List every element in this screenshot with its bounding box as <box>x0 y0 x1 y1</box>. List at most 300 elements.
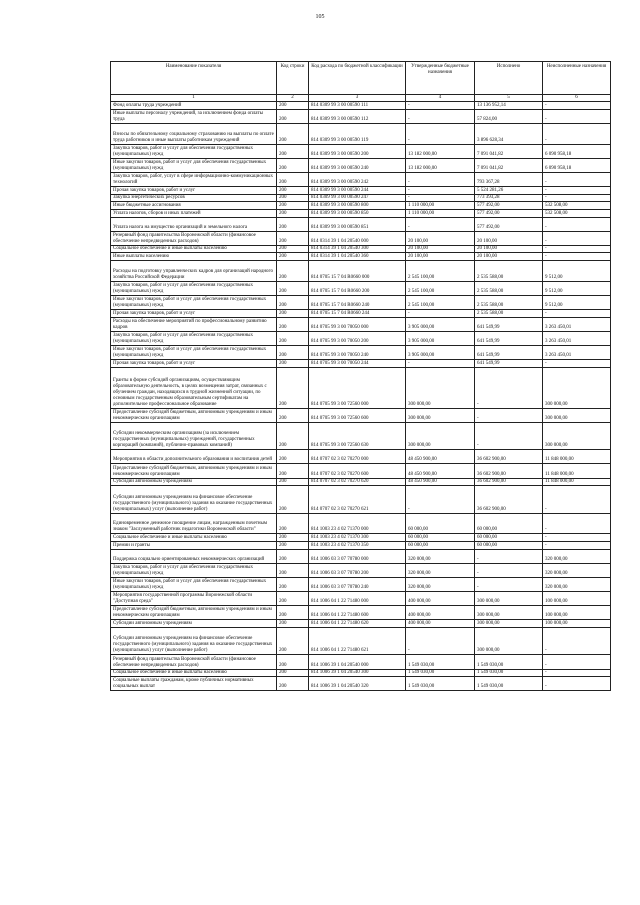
row-unexecuted: - <box>543 541 611 549</box>
table-row <box>111 486 611 513</box>
row-unexecuted: 11 848 000,00 <box>543 478 611 486</box>
row-code: 200 <box>277 102 309 110</box>
row-unexecuted: - <box>543 245 611 253</box>
row-unexecuted: 532 508,00 <box>543 209 611 217</box>
table-row <box>111 368 611 409</box>
row-unexecuted: 100 000,00 <box>543 592 611 606</box>
row-name: Единовременное денежное поощрение лицам, награжденным почетным знаком "Заслуженный работник педагогики Воронежской области" <box>111 513 277 534</box>
row-unexecuted: 300 000,00 <box>543 368 611 409</box>
row-unexecuted: - <box>543 109 611 123</box>
row-code: 200 <box>277 606 309 620</box>
row-approved: - <box>406 102 475 110</box>
row-approved: - <box>406 187 475 195</box>
header-executed: Исполнено <box>475 62 543 95</box>
row-kbk: 814 0314 39 1 04 20540 000 <box>309 231 406 245</box>
row-executed: 13 136 952,14 <box>475 102 543 110</box>
row-kbk: 814 0309 99 3 00 00590 850 <box>309 209 406 217</box>
row-approved: 2 545 100,00 <box>406 261 475 282</box>
row-kbk: 814 1006 39 1 04 20540 300 <box>309 669 406 677</box>
row-approved: - <box>406 172 475 186</box>
row-name: Прочая закупка товаров, работ и услуг <box>111 310 277 318</box>
table-row <box>111 158 611 172</box>
row-kbk: 814 1006 04 1 22 71480 620 <box>309 620 406 628</box>
row-code: 200 <box>277 478 309 486</box>
row-name: Резервный фонд правительства Воронежской области (финансовое обеспечение непредвиденных расходов) <box>111 655 277 669</box>
row-kbk: 814 0705 99 3 00 70050 000 <box>309 317 406 331</box>
row-kbk: 814 0707 02 3 02 70270 621 <box>309 486 406 513</box>
row-code: 200 <box>277 194 309 202</box>
row-executed: 2 535 588,00 <box>475 310 543 318</box>
column-number: 1 <box>111 95 277 102</box>
row-executed: - <box>475 549 543 563</box>
row-code: 200 <box>277 577 309 591</box>
row-executed: 36 602 900,00 <box>475 486 543 513</box>
row-kbk: 814 0309 99 3 00 00590 244 <box>309 187 406 195</box>
row-kbk: 814 1006 03 3 07 70780 240 <box>309 577 406 591</box>
row-name: Социальные выплаты гражданам, кроме публичных нормативных социальных выплат <box>111 677 277 691</box>
table-row <box>111 408 611 422</box>
row-code: 200 <box>277 513 309 534</box>
row-name: Иные закупки товаров, работ и услуг для обеспечения государственных (муниципальных) нужд <box>111 577 277 591</box>
row-approved: 320 000,00 <box>406 549 475 563</box>
row-name: Субсидии некоммерческим организациям (за исключением государственных (муниципальных) учреждений, государственных корпораций (компаний), публично-правовых компаний) <box>111 422 277 449</box>
row-approved: 1 110 000,00 <box>406 202 475 210</box>
row-name: Расходы на подготовку управленческих кадров для организаций народного хозяйства Российской Федерации <box>111 261 277 282</box>
row-name: Субсидии автономным учреждениям на финансовое обеспечение государственного (муниципального) задания на оказание государственных (муниципальных) услуг (выполнение работ) <box>111 486 277 513</box>
row-unexecuted: - <box>543 360 611 368</box>
row-kbk: 814 0707 02 3 02 70270 620 <box>309 478 406 486</box>
row-name: Закупка товаров, работ и услуг для обеспечения государственных (муниципальных) нужд <box>111 563 277 577</box>
row-unexecuted: - <box>543 217 611 231</box>
row-name: Закупка товаров, работ и услуг для обеспечения государственных (муниципальных) нужд <box>111 281 277 295</box>
row-kbk: 814 0309 99 3 00 00590 119 <box>309 123 406 144</box>
row-name: Иные закупки товаров, работ и услуг для обеспечения государственных (муниципальных) нужд <box>111 346 277 360</box>
row-kbk: 814 1006 39 1 04 20540 000 <box>309 655 406 669</box>
table-row <box>111 102 611 110</box>
table-header-row <box>111 62 611 95</box>
row-executed: - <box>475 368 543 409</box>
row-kbk: 814 0309 99 3 00 00590 242 <box>309 172 406 186</box>
row-executed: 300 000,00 <box>475 592 543 606</box>
row-executed: 1 549 030,00 <box>475 669 543 677</box>
row-name: Мероприятия государственной программы Воронежской области "Доступная среда" <box>111 592 277 606</box>
row-code: 200 <box>277 209 309 217</box>
table-body <box>111 102 611 691</box>
row-code: 200 <box>277 549 309 563</box>
row-kbk: 814 0705 99 3 00 70050 244 <box>309 360 406 368</box>
row-unexecuted: - <box>543 123 611 144</box>
row-kbk: 814 0705 99 3 00 72560 000 <box>309 368 406 409</box>
row-executed: 5 524 281,26 <box>475 187 543 195</box>
row-approved: 300 000,00 <box>406 368 475 409</box>
row-name: Уплата налогов, сборов и иных платежей <box>111 209 277 217</box>
row-kbk: 814 1006 03 3 07 70780 000 <box>309 549 406 563</box>
row-approved: 20 100,00 <box>406 245 475 253</box>
row-unexecuted: - <box>543 102 611 110</box>
row-name: Иные выплаты персоналу учреждений, за исключением фонда оплаты труда <box>111 109 277 123</box>
row-code: 200 <box>277 144 309 158</box>
row-kbk: 814 0705 15 7 04 R0660 240 <box>309 296 406 310</box>
row-unexecuted: 100 000,00 <box>543 606 611 620</box>
row-executed: 2 535 588,00 <box>475 281 543 295</box>
row-executed: 641 549,99 <box>475 317 543 331</box>
row-code: 200 <box>277 450 309 464</box>
table-row <box>111 592 611 606</box>
row-unexecuted: 9 512,00 <box>543 296 611 310</box>
row-executed: 36 602 900,00 <box>475 478 543 486</box>
row-approved: 20 100,00 <box>406 253 475 261</box>
row-name: Социальное обеспечение и иные выплаты населению <box>111 534 277 542</box>
row-approved: 320 000,00 <box>406 563 475 577</box>
row-unexecuted: - <box>543 187 611 195</box>
row-code: 200 <box>277 534 309 542</box>
row-executed: 60 000,00 <box>475 513 543 534</box>
row-approved: 13 182 000,00 <box>406 144 475 158</box>
row-approved: 20 100,00 <box>406 231 475 245</box>
row-name: Прочая закупка товаров, работ и услуг <box>111 187 277 195</box>
row-approved: 320 000,00 <box>406 577 475 591</box>
row-approved: 1 549 030,00 <box>406 677 475 691</box>
table-row <box>111 450 611 464</box>
table-row <box>111 346 611 360</box>
column-number: 3 <box>309 95 406 102</box>
row-executed: 36 602 900,00 <box>475 464 543 478</box>
row-executed: 577 492,00 <box>475 217 543 231</box>
table-row <box>111 577 611 591</box>
row-kbk: 814 1006 04 1 22 71480 000 <box>309 592 406 606</box>
table-row <box>111 194 611 202</box>
column-number-row <box>111 95 611 102</box>
table-row <box>111 245 611 253</box>
row-name: Социальное обеспечение и иные выплаты населению <box>111 245 277 253</box>
row-kbk: 814 1003 23 4 02 71370 350 <box>309 541 406 549</box>
row-code: 200 <box>277 109 309 123</box>
table-row <box>111 513 611 534</box>
row-name: Иные бюджетные ассигнования <box>111 202 277 210</box>
row-approved: 2 545 100,00 <box>406 281 475 295</box>
table-row <box>111 422 611 449</box>
row-code: 200 <box>277 408 309 422</box>
row-executed: - <box>475 577 543 591</box>
row-unexecuted: 3 263 450,01 <box>543 346 611 360</box>
row-executed: 60 000,00 <box>475 541 543 549</box>
table-row <box>111 261 611 282</box>
row-code: 200 <box>277 245 309 253</box>
row-approved: - <box>406 360 475 368</box>
row-unexecuted: 300 000,00 <box>543 422 611 449</box>
table-row <box>111 144 611 158</box>
row-kbk: 814 1006 39 1 04 20540 320 <box>309 677 406 691</box>
row-code: 200 <box>277 486 309 513</box>
row-unexecuted: - <box>543 677 611 691</box>
row-approved: 1 549 030,00 <box>406 655 475 669</box>
row-code: 200 <box>277 332 309 346</box>
row-name: Субсидии автономным учреждениям на финансовое обеспечение государственного (муниципального) задания на оказание государственных (муниципальных) услуг (выполнение работ) <box>111 628 277 655</box>
row-approved: 2 545 100,00 <box>406 296 475 310</box>
table-row <box>111 202 611 210</box>
row-code: 200 <box>277 261 309 282</box>
row-executed: - <box>475 422 543 449</box>
header-approved: Утвержденные бюджетные назначения <box>406 62 475 95</box>
header-unexecuted: Неисполненные назначения <box>543 62 611 95</box>
row-name: Субсидии автономным учреждениям <box>111 620 277 628</box>
row-executed: 7 091 041,82 <box>475 144 543 158</box>
row-name: Премии и гранты <box>111 541 277 549</box>
row-executed: 3 896 628,34 <box>475 123 543 144</box>
row-executed: 2 535 588,00 <box>475 296 543 310</box>
row-approved: - <box>406 123 475 144</box>
row-unexecuted: 320 000,00 <box>543 577 611 591</box>
row-kbk: 814 0705 99 3 00 70050 200 <box>309 332 406 346</box>
row-executed: 20 100,00 <box>475 245 543 253</box>
row-name: Гранты в форме субсидий организациям, осуществляющим образовательную деятельность, в целях возмещения затрат, связанных с обучением граждан, находящихся в трудной жизненной ситуации, по основным государственным образовательным сертификатам на дополнительное профессиональное образование <box>111 368 277 409</box>
row-unexecuted: - <box>543 486 611 513</box>
column-number: 2 <box>277 95 309 102</box>
table-row <box>111 231 611 245</box>
page-number: 105 <box>315 14 325 20</box>
row-code: 200 <box>277 360 309 368</box>
row-name: Закупка энергетических ресурсов <box>111 194 277 202</box>
table-row <box>111 606 611 620</box>
row-name: Прочая закупка товаров, работ и услуг <box>111 360 277 368</box>
row-kbk: 814 0309 99 3 00 00590 851 <box>309 217 406 231</box>
table-row <box>111 187 611 195</box>
row-approved: 48 450 900,00 <box>406 464 475 478</box>
row-code: 200 <box>277 592 309 606</box>
table-row <box>111 677 611 691</box>
row-approved: 400 000,00 <box>406 620 475 628</box>
row-unexecuted: 3 263 450,01 <box>543 317 611 331</box>
row-unexecuted: 11 848 000,00 <box>543 450 611 464</box>
column-number: 4 <box>406 95 475 102</box>
row-approved: 48 450 900,00 <box>406 478 475 486</box>
row-executed: 773 393,28 <box>475 194 543 202</box>
row-code: 200 <box>277 231 309 245</box>
row-executed: 2 535 588,00 <box>475 261 543 282</box>
row-name: Закупка товаров, работ и услуг для обеспечения государственных (муниципальных) нужд <box>111 332 277 346</box>
row-executed: 60 000,00 <box>475 534 543 542</box>
row-kbk: 814 0309 99 3 00 00590 247 <box>309 194 406 202</box>
row-code: 200 <box>277 172 309 186</box>
row-approved: 300 000,00 <box>406 422 475 449</box>
row-name: Фонд оплаты труда учреждений <box>111 102 277 110</box>
row-kbk: 814 0309 99 3 00 00590 240 <box>309 158 406 172</box>
row-approved: 3 905 000,00 <box>406 346 475 360</box>
row-executed: 641 549,99 <box>475 332 543 346</box>
table-row <box>111 669 611 677</box>
table-row <box>111 109 611 123</box>
row-kbk: 814 0705 15 7 04 R0660 000 <box>309 261 406 282</box>
table-row <box>111 478 611 486</box>
row-kbk: 814 0309 99 3 00 00590 112 <box>309 109 406 123</box>
row-code: 200 <box>277 187 309 195</box>
budget-execution-table <box>110 61 611 691</box>
row-executed: 300 000,00 <box>475 606 543 620</box>
row-name: Закупка товаров, работ, услуг в сфере информационно-коммуникационных технологий <box>111 172 277 186</box>
table-row <box>111 541 611 549</box>
row-code: 200 <box>277 563 309 577</box>
row-kbk: 814 0705 99 3 00 70050 240 <box>309 346 406 360</box>
row-code: 200 <box>277 620 309 628</box>
table-row <box>111 253 611 261</box>
row-name: Субсидии автономным учреждениям <box>111 478 277 486</box>
row-name: Предоставление субсидий бюджетным, автономным учреждениям и иным некоммерческим организациям <box>111 464 277 478</box>
row-name: Иные закупки товаров, работ и услуг для обеспечения государственных (муниципальных) нужд <box>111 158 277 172</box>
row-approved: 400 000,00 <box>406 592 475 606</box>
row-executed: 7 091 041,82 <box>475 158 543 172</box>
row-code: 200 <box>277 677 309 691</box>
table-row <box>111 317 611 331</box>
row-code: 200 <box>277 464 309 478</box>
row-code: 200 <box>277 422 309 449</box>
row-code: 200 <box>277 202 309 210</box>
table-row <box>111 549 611 563</box>
row-unexecuted: 9 512,00 <box>543 281 611 295</box>
table-row <box>111 172 611 186</box>
row-name: Мероприятия в области дополнительного образования и воспитания детей <box>111 450 277 464</box>
row-approved: 1 549 030,00 <box>406 669 475 677</box>
row-name: Резервный фонд правительства Воронежской области (финансовое обеспечение непредвиденных расходов) <box>111 231 277 245</box>
row-kbk: 814 0705 15 7 04 R0660 244 <box>309 310 406 318</box>
row-approved: 48 450 900,00 <box>406 450 475 464</box>
row-kbk: 814 0314 39 1 04 20540 360 <box>309 253 406 261</box>
row-name: Расходы на обеспечение мероприятий по профессиональному развитию кадров <box>111 317 277 331</box>
row-code: 200 <box>277 368 309 409</box>
row-name: Предоставление субсидий бюджетным, автономным учреждениям и иным некоммерческим организациям <box>111 606 277 620</box>
row-executed: 641 549,99 <box>475 360 543 368</box>
row-name: Иные закупки товаров, работ и услуг для обеспечения государственных (муниципальных) нужд <box>111 296 277 310</box>
table-row <box>111 332 611 346</box>
row-approved: 13 182 000,00 <box>406 158 475 172</box>
row-code: 200 <box>277 253 309 261</box>
table-row <box>111 123 611 144</box>
row-kbk: 814 0705 15 7 04 R0660 200 <box>309 281 406 295</box>
row-code: 200 <box>277 310 309 318</box>
row-executed: 577 492,00 <box>475 202 543 210</box>
row-name: Закупка товаров, работ и услуг для обеспечения государственных (муниципальных) нужд <box>111 144 277 158</box>
row-unexecuted: 300 000,00 <box>543 408 611 422</box>
row-approved: - <box>406 310 475 318</box>
row-code: 200 <box>277 158 309 172</box>
row-code: 200 <box>277 281 309 295</box>
row-executed: 300 000,00 <box>475 620 543 628</box>
row-kbk: 814 0705 99 3 00 72560 630 <box>309 422 406 449</box>
row-code: 200 <box>277 123 309 144</box>
table-row <box>111 209 611 217</box>
row-unexecuted: - <box>543 194 611 202</box>
row-code: 200 <box>277 655 309 669</box>
row-approved: 60 000,00 <box>406 541 475 549</box>
row-code: 200 <box>277 296 309 310</box>
row-unexecuted: - <box>543 534 611 542</box>
row-unexecuted: 320 000,00 <box>543 549 611 563</box>
row-unexecuted: 532 508,00 <box>543 202 611 210</box>
row-approved: 3 905 000,00 <box>406 317 475 331</box>
row-code: 200 <box>277 317 309 331</box>
row-name: Поддержка социально ориентированных некоммерческих организаций <box>111 549 277 563</box>
row-approved: - <box>406 109 475 123</box>
row-approved: - <box>406 217 475 231</box>
header-name: Наименование показателя <box>111 62 277 95</box>
row-unexecuted: 11 848 000,00 <box>543 464 611 478</box>
table-row <box>111 628 611 655</box>
row-approved: 1 110 000,00 <box>406 209 475 217</box>
row-kbk: 814 1006 04 1 22 71480 621 <box>309 628 406 655</box>
row-kbk: 814 1003 23 4 02 71370 000 <box>309 513 406 534</box>
row-approved: 60 000,00 <box>406 534 475 542</box>
row-code: 200 <box>277 628 309 655</box>
row-executed: 1 549 030,00 <box>475 655 543 669</box>
table-row <box>111 563 611 577</box>
header-kbk: Код расхода по бюджетной классификации <box>309 62 406 95</box>
row-unexecuted: - <box>543 669 611 677</box>
row-name: Взносы по обязательному социальному страхованию на выплаты по оплате труда работников и иные выплаты работникам учреждений <box>111 123 277 144</box>
header-code: Код строки <box>277 62 309 95</box>
row-unexecuted: - <box>543 655 611 669</box>
row-executed: 577 492,00 <box>475 209 543 217</box>
row-unexecuted: 9 512,00 <box>543 261 611 282</box>
row-unexecuted: - <box>543 628 611 655</box>
row-executed: 36 602 900,00 <box>475 450 543 464</box>
row-approved: 400 000,00 <box>406 606 475 620</box>
row-unexecuted: - <box>543 231 611 245</box>
row-unexecuted: 320 000,00 <box>543 563 611 577</box>
row-kbk: 814 0314 39 1 04 20540 300 <box>309 245 406 253</box>
row-kbk: 814 0309 99 3 00 00590 111 <box>309 102 406 110</box>
row-approved: - <box>406 486 475 513</box>
row-approved: 60 000,00 <box>406 513 475 534</box>
row-unexecuted: - <box>543 513 611 534</box>
column-number: 6 <box>543 95 611 102</box>
row-executed: 20 100,00 <box>475 231 543 245</box>
row-kbk: 814 1006 03 3 07 70780 200 <box>309 563 406 577</box>
column-number: 5 <box>475 95 543 102</box>
row-unexecuted: - <box>543 310 611 318</box>
row-approved: - <box>406 194 475 202</box>
row-kbk: 814 0309 99 3 00 00590 200 <box>309 144 406 158</box>
row-code: 200 <box>277 217 309 231</box>
table-row <box>111 620 611 628</box>
row-unexecuted: 3 263 450,01 <box>543 332 611 346</box>
row-executed: 57 824,00 <box>475 109 543 123</box>
row-approved: 300 000,00 <box>406 408 475 422</box>
row-executed: 20 100,00 <box>475 253 543 261</box>
table-row <box>111 281 611 295</box>
table-row <box>111 296 611 310</box>
row-unexecuted: 100 000,00 <box>543 620 611 628</box>
row-kbk: 814 1006 04 1 22 71480 600 <box>309 606 406 620</box>
table-row <box>111 655 611 669</box>
table-row <box>111 310 611 318</box>
row-code: 200 <box>277 346 309 360</box>
row-code: 200 <box>277 669 309 677</box>
table-row <box>111 464 611 478</box>
row-executed: 300 000,00 <box>475 628 543 655</box>
row-executed: - <box>475 563 543 577</box>
row-unexecuted: - <box>543 172 611 186</box>
table-row <box>111 534 611 542</box>
row-code: 200 <box>277 541 309 549</box>
row-name: Предоставление субсидий бюджетным, автономным учреждениям и иным некоммерческим организациям <box>111 408 277 422</box>
row-approved: - <box>406 628 475 655</box>
row-kbk: 814 0707 02 3 02 70270 600 <box>309 464 406 478</box>
row-unexecuted: - <box>543 253 611 261</box>
row-name: Иные выплаты населению <box>111 253 277 261</box>
row-executed: 1 549 030,00 <box>475 677 543 691</box>
row-executed: - <box>475 408 543 422</box>
row-executed: 641 549,99 <box>475 346 543 360</box>
row-approved: 3 905 000,00 <box>406 332 475 346</box>
